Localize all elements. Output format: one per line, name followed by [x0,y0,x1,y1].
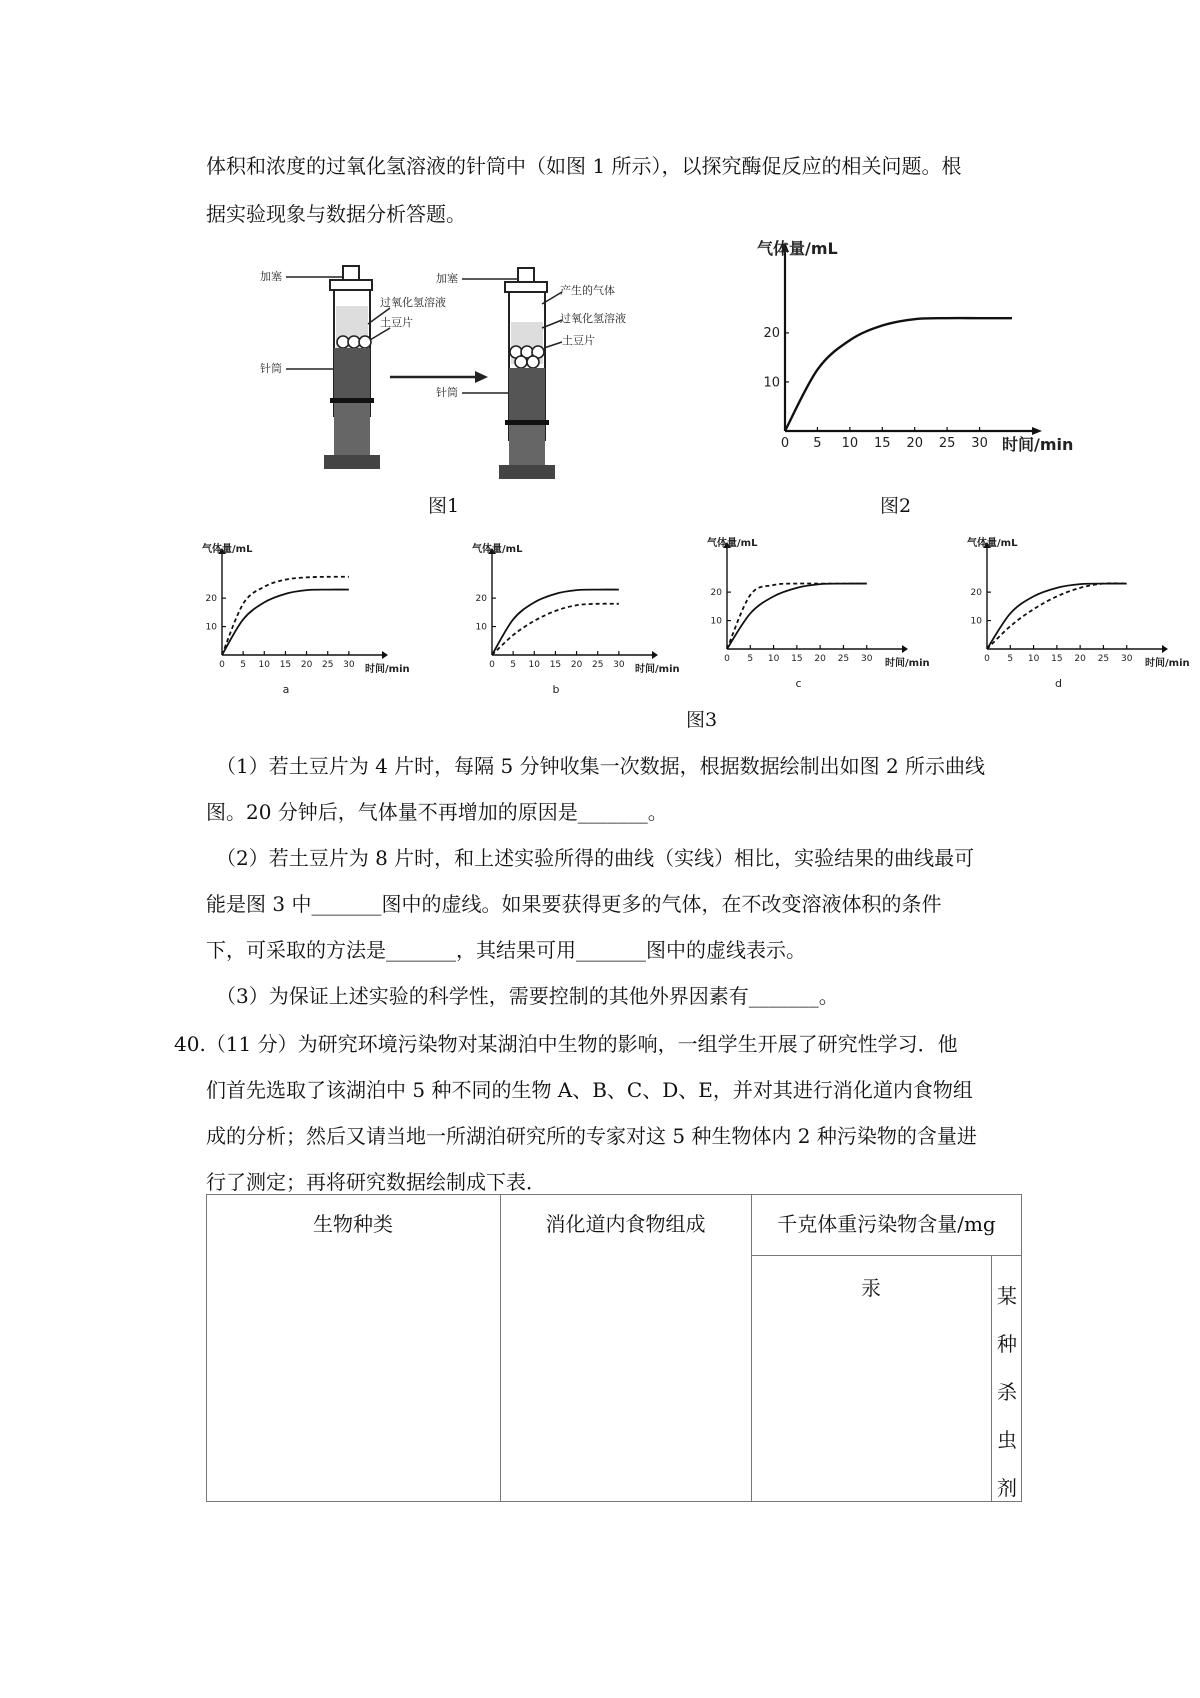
x-tick-label: 5 [510,660,517,670]
x-tick-label: 0 [724,654,730,664]
x-tick-label: 20 [906,436,923,451]
y-axis-label: 气体量/mL [202,544,253,555]
figure2-caption: 图2 [880,495,912,517]
y-tick-label: 10 [970,616,982,627]
x-tick-label: 30 [1120,654,1133,664]
y-axis-label: 气体量/mL [757,240,838,258]
label-potato-right: 土豆片 [562,334,595,347]
label-gas-right: 产生的气体 [560,284,615,297]
x-tick-label: 0 [780,436,790,451]
solid-series-line [727,584,867,649]
figure3-chart-a [200,538,415,703]
y-tick-label: 20 [205,594,217,605]
label-potato-left: 土豆片 [380,316,413,329]
figure3-caption: 图3 [686,709,718,731]
question-line-6: （3）为保证上述实验的科学性，需要控制的其他外界因素有_______。 [216,984,839,1008]
question-line-2: 图。20 分钟后，气体量不再增加的原因是_______。 [206,800,668,824]
x-tick-label: 15 [874,436,891,451]
figure2-chart [745,240,1090,475]
x-axis-label: 时间/min [1145,658,1190,669]
x-tick-label: 10 [258,660,271,670]
x-tick-label: 0 [219,660,225,670]
x-tick-label: 25 [837,654,850,664]
intro-line-2: 据实验现象与数据分析答题。 [206,202,466,226]
figure1-caption: 图1 [428,495,460,517]
x-axis-label: 时间/min [635,664,680,675]
y-tick-label: 20 [970,588,982,599]
table-subheader-pesticide: 某 种 杀 虫 剂 [997,1284,1017,1500]
x-tick-label: 20 [570,660,583,670]
y-tick-label: 10 [710,616,722,627]
x-tick-label: 30 [860,654,873,664]
y-tick-label: 20 [763,326,780,342]
x-tick-label: 10 [528,660,541,670]
question-line-4: 能是图 3 中_______图中的虚线。如果要获得更多的气体，在不改变溶液体积的条件 [206,892,942,916]
solid-series-line [987,584,1127,649]
x-tick-label: 25 [321,660,334,670]
x-tick-label: 30 [343,660,355,670]
figure3-chart-c [705,532,935,697]
y-tick-label: 20 [475,594,487,605]
label-stopper-right: 加塞 [436,272,458,285]
x-tick-label: 5 [240,660,247,670]
solid-series-line [222,590,349,655]
solid-series-line [785,318,1012,431]
question-line-3: （2）若土豆片为 8 片时，和上述实验所得的曲线（实线）相比，实验结果的曲线最可 [216,846,975,870]
y-axis-label: 气体量/mL [707,538,758,549]
q40-line-3: 成的分析；然后又请当地一所湖泊研究所的专家对这 5 种生物体内 2 种污染物的含量进 [206,1124,977,1148]
label-stopper-left: 加塞 [260,270,282,283]
x-tick-label: 30 [971,436,988,451]
x-tick-label: 10 [1027,654,1040,664]
x-tick-label: 15 [1051,654,1063,664]
y-tick-label: 10 [475,622,487,633]
x-axis-label: 时间/min [365,664,410,675]
panel-label: d [1055,677,1062,690]
table-subheader-mercury: 汞 [861,1276,881,1300]
y-tick-label: 10 [763,375,780,391]
x-axis-arrow [1032,427,1042,435]
x-axis-arrow [902,645,908,653]
label-syringe-right: 针筒 [436,386,458,399]
panel-label: b [552,683,560,696]
figure3-chart-d [965,532,1195,697]
question-line-5: 下，可采取的方法是_______，其结果可用_______图中的虚线表示。 [206,938,806,962]
x-tick-label: 0 [489,660,495,670]
x-axis-label: 时间/min [885,658,930,669]
label-syringe-left: 针筒 [260,362,282,375]
dashed-series-line [492,604,619,655]
figure3-chart-b [470,538,685,703]
x-axis-arrow [1162,645,1168,653]
x-tick-label: 25 [1097,654,1110,664]
x-tick-label: 30 [613,660,625,670]
q40-line-2: 们首先选取了该湖泊中 5 种不同的生物 A、B、C、D、E，并对其进行消化道内食物组 [206,1078,973,1102]
table-header-pollutant: 千克体重污染物含量/mg [777,1212,996,1236]
intro-line-1: 体积和浓度的过氧化氢溶液的针筒中（如图 1 所示），以探究酶促反应的相关问题。根 [206,154,962,178]
x-tick-label: 25 [938,436,956,451]
x-tick-label: 20 [300,660,313,670]
x-tick-label: 5 [747,654,754,664]
y-tick-label: 20 [710,588,722,599]
x-axis-label: 时间/min [1002,435,1074,454]
dashed-series-line [222,577,349,655]
x-tick-label: 0 [984,654,990,664]
panel-label: c [795,677,802,690]
q40-line-1: 40.（11 分）为研究环境污染物对某湖泊中生物的影响，一组学生开展了研究性学习．他 [174,1032,958,1056]
y-axis-label: 气体量/mL [967,538,1018,549]
panel-label: a [282,683,290,696]
solid-series-line [492,590,619,655]
label-solution-right: 过氧化氢溶液 [560,312,626,325]
x-tick-label: 5 [813,436,822,451]
y-tick-label: 10 [205,622,217,633]
x-tick-label: 5 [1007,654,1014,664]
figure1-diagram [250,262,670,482]
data-table [206,1194,1022,1502]
x-tick-label: 25 [591,660,604,670]
y-axis-label: 气体量/mL [472,544,523,555]
label-solution-left: 过氧化氢溶液 [380,296,446,309]
table-header-food: 消化道内食物组成 [545,1212,706,1236]
x-tick-label: 20 [1074,654,1086,664]
question-line-1: （1）若土豆片为 4 片时，每隔 5 分钟收集一次数据，根据数据绘制出如图 2 所示曲线 [216,754,986,778]
x-tick-label: 10 [767,654,780,664]
x-tick-label: 20 [814,654,826,664]
x-tick-label: 15 [279,660,292,670]
x-tick-label: 15 [791,654,803,664]
q40-line-4: 行了测定；再将研究数据绘制成下表． [206,1170,546,1194]
x-tick-label: 10 [841,436,859,451]
x-tick-label: 15 [549,660,562,670]
table-header-species: 生物种类 [313,1212,393,1236]
x-axis-arrow [382,651,388,659]
x-axis-arrow [652,651,658,659]
